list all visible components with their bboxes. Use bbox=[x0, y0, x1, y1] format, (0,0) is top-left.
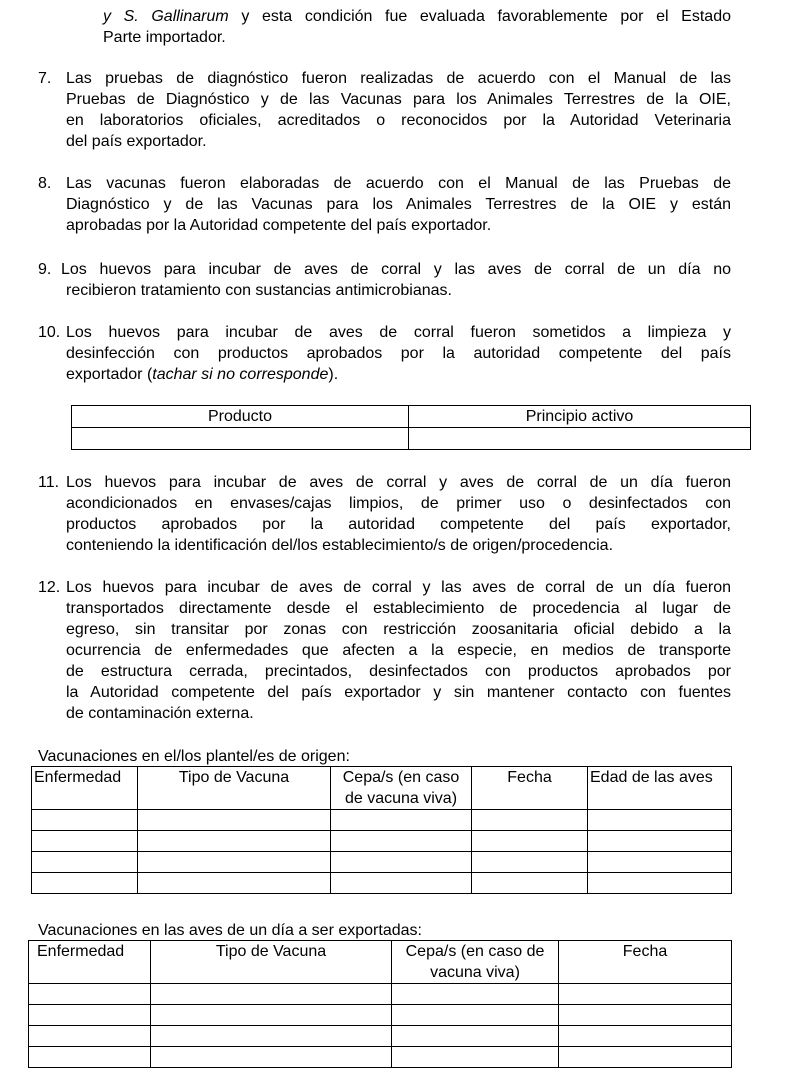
table-cell[interactable] bbox=[472, 873, 588, 894]
table-row bbox=[29, 984, 732, 1005]
table-row bbox=[32, 810, 732, 831]
table-cell[interactable] bbox=[588, 810, 732, 831]
table-row bbox=[32, 831, 732, 852]
item-7-number: 7. bbox=[38, 70, 52, 87]
date-header: Fecha bbox=[472, 767, 588, 810]
table-cell[interactable] bbox=[331, 873, 472, 894]
origin-table-caption: Vacunaciones en el/los plantel/es de origen: bbox=[38, 748, 350, 765]
table-cell[interactable] bbox=[392, 984, 559, 1005]
table-cell[interactable] bbox=[588, 852, 732, 873]
table-cell[interactable] bbox=[32, 852, 138, 873]
table-cell[interactable] bbox=[392, 1026, 559, 1047]
table-row bbox=[72, 428, 751, 450]
table-cell[interactable] bbox=[151, 984, 392, 1005]
strain-header-line-1: Cepa/s (en caso de bbox=[405, 943, 545, 960]
item-7-line: en laboratorios oficiales, acreditados o reconocidos por la Autoridad Veterinaria bbox=[66, 112, 731, 129]
item-10-last-suffix: ). bbox=[328, 366, 339, 383]
table-cell[interactable] bbox=[472, 810, 588, 831]
item-9-number: 9. bbox=[38, 261, 52, 278]
table-cell[interactable] bbox=[29, 1005, 151, 1026]
export-table-caption: Vacunaciones en las aves de un día a ser exportadas: bbox=[38, 922, 422, 939]
product-table-header-row bbox=[72, 406, 751, 428]
intro-line-1-rest: y esta condición fue evaluada favorablemente por el Estado bbox=[228, 8, 731, 25]
item-12-number: 12. bbox=[38, 579, 61, 596]
table-cell[interactable] bbox=[559, 984, 732, 1005]
table-cell[interactable] bbox=[392, 1005, 559, 1026]
date-header: Fecha bbox=[559, 941, 732, 984]
table-cell[interactable] bbox=[472, 831, 588, 852]
table-row bbox=[29, 1047, 732, 1068]
item-9-line: recibieron tratamiento con sustancias antimicrobianas. bbox=[66, 282, 452, 299]
item-12-line: de estructura cerrada, precintados, desinfectados con productos aprobados por bbox=[66, 663, 731, 680]
active-ingredient-cell[interactable] bbox=[409, 428, 751, 450]
item-12-line: Los huevos para incubar de aves de corral y las aves de corral de un día fueron bbox=[66, 579, 731, 596]
strain-header-line-2: vacuna viva) bbox=[430, 964, 520, 981]
item-7-line: Pruebas de Diagnóstico y de las Vacunas para los Animales Terrestres de la OIE, bbox=[66, 91, 731, 108]
active-ingredient-header: Principio activo bbox=[409, 406, 751, 428]
disease-header: Enfermedad bbox=[32, 767, 138, 810]
table-cell[interactable] bbox=[138, 873, 331, 894]
vaccine-type-header: Tipo de Vacuna bbox=[151, 941, 392, 984]
product-cell[interactable] bbox=[72, 428, 409, 450]
item-10-italic-note: tachar si no corresponde bbox=[152, 366, 329, 383]
table-row bbox=[32, 852, 732, 873]
table-cell[interactable] bbox=[331, 852, 472, 873]
intro-paragraph bbox=[103, 6, 731, 48]
item-12-line: de contaminación externa. bbox=[66, 705, 254, 722]
item-12-line: la Autoridad competente del país exportador y sin mantener contacto con fuentes bbox=[66, 684, 731, 701]
item-7-line: del país exportador. bbox=[66, 133, 207, 150]
table-cell[interactable] bbox=[32, 873, 138, 894]
item-10-line: Los huevos para incubar de aves de corral fueron sometidos a limpieza y bbox=[66, 324, 731, 341]
table-cell[interactable] bbox=[472, 852, 588, 873]
export-vaccination-table bbox=[28, 940, 732, 1068]
item-11-line: conteniendo la identificación del/los establecimiento/s de origen/procedencia. bbox=[66, 537, 614, 554]
item-7-line: Las pruebas de diagnóstico fueron realizadas de acuerdo con el Manual de las bbox=[66, 70, 731, 87]
item-10-number: 10. bbox=[38, 324, 61, 341]
table-row bbox=[32, 873, 732, 894]
strain-header bbox=[331, 767, 472, 810]
intro-line-2: Parte importador. bbox=[103, 29, 226, 46]
intro-italic-text: y S. Gallinarum bbox=[103, 8, 229, 25]
table-cell[interactable] bbox=[138, 831, 331, 852]
vaccine-type-header: Tipo de Vacuna bbox=[138, 767, 331, 810]
table-row bbox=[29, 1005, 732, 1026]
item-11-line: Los huevos para incubar de aves de corral y aves de corral de un día fueron bbox=[66, 474, 731, 491]
item-11-line: acondicionados en envases/cajas limpios, de primer uso o desinfectados con bbox=[66, 495, 731, 512]
intro-line-1 bbox=[103, 6, 731, 27]
item-10 bbox=[38, 322, 731, 385]
item-11-line: productos aprobados por la autoridad competente del país exportador, bbox=[66, 516, 731, 533]
table-cell[interactable] bbox=[151, 1047, 392, 1068]
item-8-line: Diagnóstico y de las Vacunas para los Animales Terrestres de la OIE y están bbox=[66, 196, 731, 213]
table-cell[interactable] bbox=[151, 1026, 392, 1047]
table-cell[interactable] bbox=[559, 1047, 732, 1068]
strain-header-line-2: de vacuna viva) bbox=[344, 790, 458, 807]
item-8-number: 8. bbox=[38, 175, 52, 192]
table-cell[interactable] bbox=[29, 1026, 151, 1047]
origin-vaccination-table bbox=[31, 766, 732, 894]
origin-table-header-row bbox=[32, 767, 732, 810]
strain-header-line-1: Cepa/s (en caso bbox=[342, 769, 460, 786]
item-12-line: transportados directamente desde el establecimiento de procedencia al lugar de bbox=[66, 600, 731, 617]
strain-header bbox=[392, 941, 559, 984]
table-cell[interactable] bbox=[331, 831, 472, 852]
table-row bbox=[29, 1026, 732, 1047]
item-8 bbox=[38, 173, 731, 236]
item-8-line: Las vacunas fueron elaboradas de acuerdo con el Manual de las Pruebas de bbox=[66, 175, 731, 192]
table-cell[interactable] bbox=[588, 831, 732, 852]
table-cell[interactable] bbox=[32, 831, 138, 852]
table-cell[interactable] bbox=[29, 1047, 151, 1068]
table-cell[interactable] bbox=[29, 984, 151, 1005]
item-12 bbox=[38, 577, 731, 724]
item-11 bbox=[38, 472, 731, 556]
item-10-line bbox=[66, 364, 731, 385]
disease-header: Enfermedad bbox=[29, 941, 151, 984]
item-12-line: egreso, sin transitar por zonas con restricción zoosanitaria oficial debido a la bbox=[66, 621, 731, 638]
table-cell[interactable] bbox=[559, 1026, 732, 1047]
table-cell[interactable] bbox=[32, 810, 138, 831]
export-table-header-row bbox=[29, 941, 732, 984]
item-9-line: Los huevos para incubar de aves de corral y las aves de corral de un día no bbox=[61, 261, 731, 278]
item-8-line: aprobadas por la Autoridad competente del país exportador. bbox=[66, 217, 492, 234]
table-cell[interactable] bbox=[331, 810, 472, 831]
product-header: Producto bbox=[72, 406, 409, 428]
bird-age-header: Edad de las aves bbox=[588, 767, 732, 810]
table-cell[interactable] bbox=[588, 873, 732, 894]
item-10-line: desinfección con productos aprobados por la autoridad competente del país bbox=[66, 345, 731, 362]
table-cell[interactable] bbox=[151, 1005, 392, 1026]
item-11-number: 11. bbox=[38, 474, 60, 491]
table-cell[interactable] bbox=[138, 810, 331, 831]
item-12-line: ocurrencia de enfermedades que afecten a la especie, en medios de transporte bbox=[66, 642, 731, 659]
item-7 bbox=[38, 68, 731, 152]
item-10-last-prefix: exportador ( bbox=[66, 366, 153, 383]
table-cell[interactable] bbox=[559, 1005, 732, 1026]
item-9 bbox=[38, 259, 731, 301]
table-cell[interactable] bbox=[392, 1047, 559, 1068]
table-cell[interactable] bbox=[138, 852, 331, 873]
product-table bbox=[71, 405, 751, 450]
